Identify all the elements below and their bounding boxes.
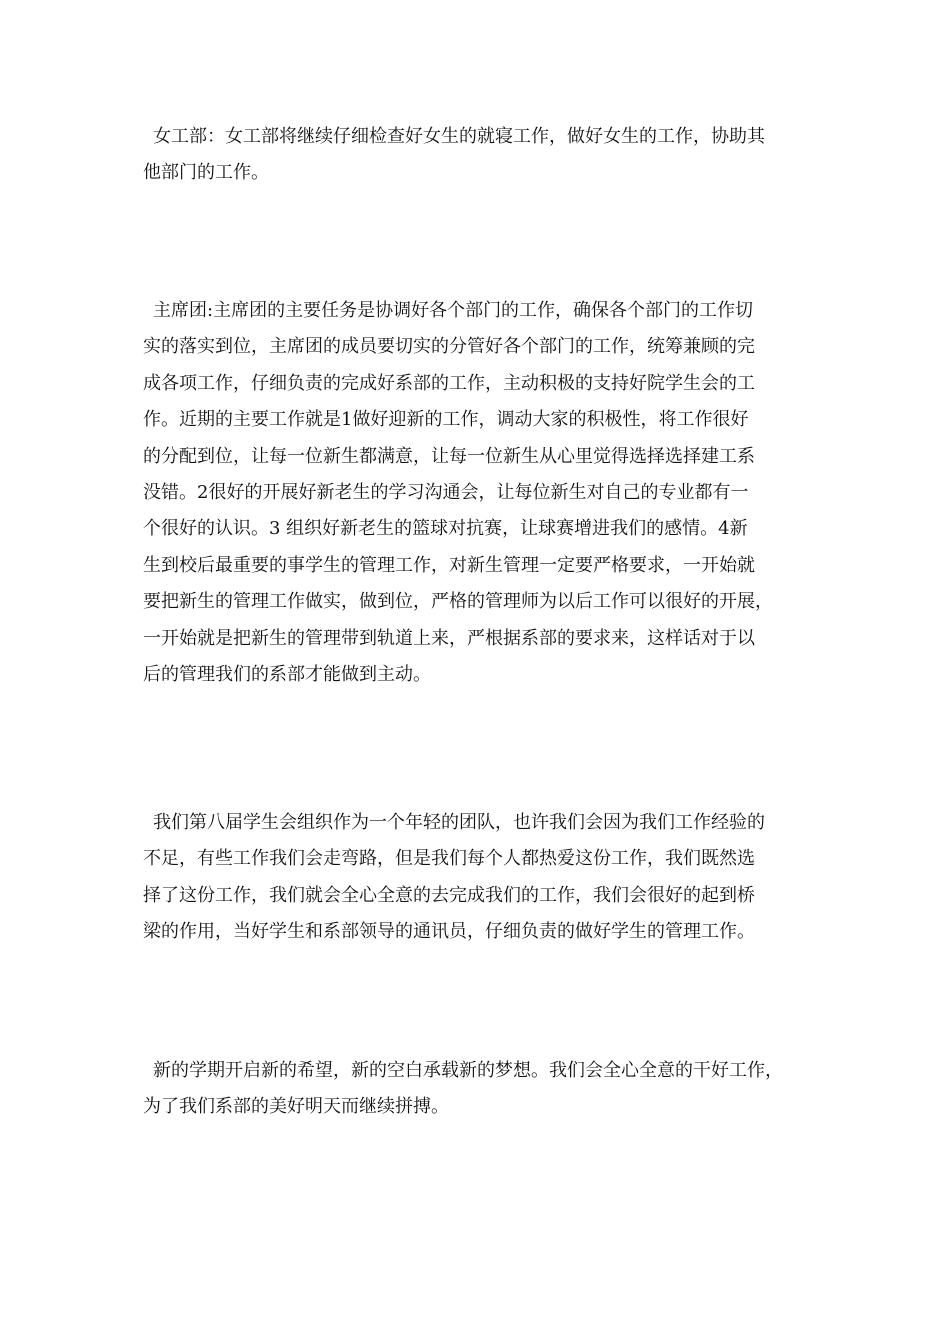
text-line: 择了这份工作，我们就会全心全意的去完成我们的工作，我们会很好的起到桥	[143, 884, 755, 906]
paragraph-presidium	[143, 293, 813, 693]
text-line: 实的落实到位，主席团的成员要切实的分管好各个部门的工作，统筹兼顾的完	[143, 336, 755, 358]
text-line: 我们第八届学生会组织作为一个年轻的团队，也许我们会因为我们工作经验的	[153, 812, 765, 833]
text-line: 为了我们系部的美好明天而继续拼搏。	[143, 1096, 449, 1118]
text-line: 生到校后最重要的事学生的管理工作，对新生管理一定要严格要求，一开始就	[143, 554, 755, 576]
text-line: 女工部：女工部将继续仔细检查好女生的就寝工作，做好女生的工作，协助其	[153, 126, 765, 147]
text-line: 一开始就是把新生的管理带到轨道上来，严根据系部的要求来，这样话对于以	[143, 627, 755, 649]
text-line: 的分配到位，让每一位新生都满意，让每一位新生从心里觉得选择选择建工系	[143, 445, 755, 467]
text-line: 他部门的工作。	[143, 162, 269, 184]
text-line: 个很好的认识。3 组织好新老生的篮球对抗赛，让球赛增进我们的感情。4新	[143, 518, 748, 540]
paragraph-womens-department	[143, 119, 813, 192]
text-line: 后的管理我们的系部才能做到主动。	[143, 663, 431, 685]
text-line: 不足，有些工作我们会走弯路，但是我们每个人都热爱这份工作，我们既然选	[143, 848, 755, 870]
text-line: 作。近期的主要工作就是1做好迎新的工作，调动大家的积极性，将工作很好	[143, 409, 749, 431]
text-line: 梁的作用，当好学生和系部领导的通讯员，仔细负责的做好学生的管理工作。	[143, 921, 755, 943]
text-line: 成各项工作，仔细负责的完成好系部的工作，主动积极的支持好院学生会的工	[143, 372, 755, 394]
text-line: 新的学期开启新的希望，新的空白承载新的梦想。我们会全心全意的干好工作，	[153, 1060, 783, 1081]
text-line: 主席团:主席团的主要任务是协调好各个部门的工作，确保各个部门的工作切	[153, 300, 754, 321]
paragraph-new-semester	[143, 1053, 813, 1126]
text-line: 没错。2很好的开展好新老生的学习沟通会，让每位新生对自己的专业都有一	[143, 481, 749, 503]
paragraph-student-union	[143, 805, 813, 951]
text-line: 要把新生的管理工作做实，做到位，严格的管理师为以后工作可以很好的开展，	[143, 591, 773, 613]
